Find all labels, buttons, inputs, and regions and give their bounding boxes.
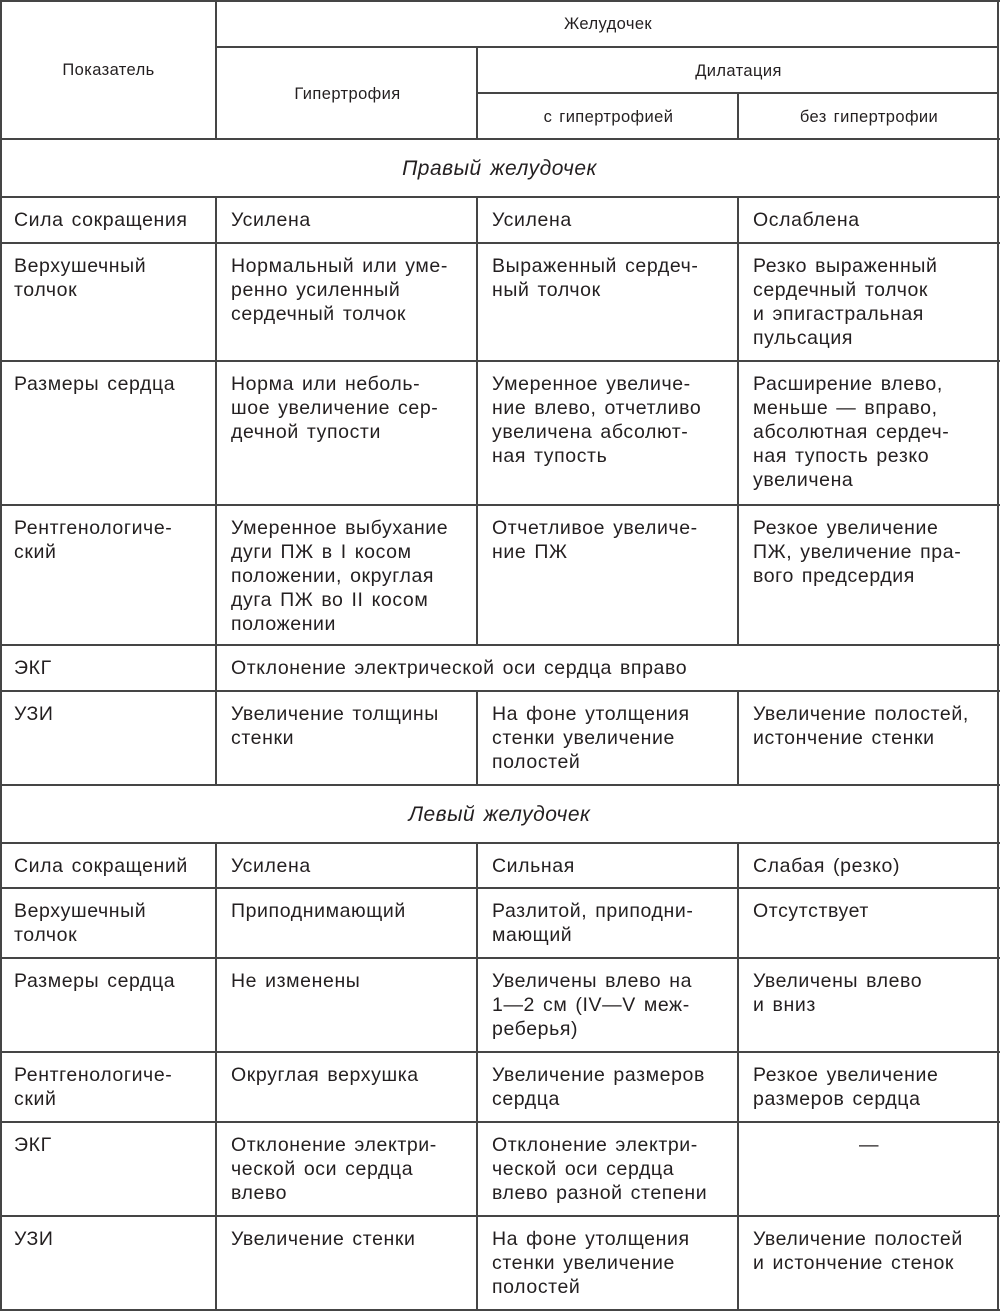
row-indicator: ЭКГ: [14, 657, 52, 679]
column-divider: [737, 690, 739, 786]
row-divider: [0, 1121, 1000, 1123]
column-divider: [476, 690, 478, 786]
row-divider: [0, 504, 1000, 506]
row-indicator: Размеры сердца: [14, 970, 176, 992]
cell-hypertrophy: Усилена: [231, 855, 311, 877]
row-divider: [0, 690, 1000, 692]
cell-dilatation-without-hypertrophy: Ослаблена: [753, 209, 860, 231]
cell-dilatation-without-hypertrophy: Слабая (резко): [753, 855, 901, 877]
row-indicator: Верхушечный толчок: [14, 255, 147, 301]
cell-merged-ecg: Отклонение электрической оси сердца вправо: [231, 657, 688, 679]
table-border-top: [0, 0, 1000, 2]
cell-hypertrophy: Увеличение стенки: [231, 1228, 416, 1250]
row-divider: [0, 887, 1000, 889]
column-divider: [737, 842, 739, 1311]
header-ventricle: Желудочек: [563, 15, 653, 33]
row-indicator: УЗИ: [14, 703, 54, 725]
cell-dilatation-without-hypertrophy: Резкое увеличение ПЖ, увеличение пра- вого предсердия: [753, 517, 962, 587]
row-divider: [0, 196, 1000, 198]
row-divider: [0, 644, 1000, 646]
row-divider: [0, 784, 1000, 786]
header-without-hypertrophy: без гипертрофии: [799, 108, 939, 126]
row-indicator: ЭКГ: [14, 1134, 52, 1156]
row-indicator: Рентгенологиче- ский: [14, 1064, 173, 1110]
column-divider: [737, 196, 739, 646]
row-divider: [0, 957, 1000, 959]
header-hypertrophy: Гипертрофия: [294, 85, 401, 103]
column-divider: [476, 196, 478, 646]
cell-hypertrophy: Усилена: [231, 209, 311, 231]
cell-dilatation-without-hypertrophy: Увеличение полостей и истончение стенок: [753, 1228, 963, 1274]
cell-hypertrophy: Не изменены: [231, 970, 361, 992]
cell-hypertrophy: Приподнимающий: [231, 900, 406, 922]
cell-dilatation-without-hypertrophy: Отсутствует: [753, 900, 869, 922]
cell-dilatation-without-hypertrophy: Увеличены влево и вниз: [753, 970, 923, 1016]
header-dilatation: Дилатация: [695, 62, 782, 80]
row-indicator: УЗИ: [14, 1228, 54, 1250]
cell-hypertrophy: Нормальный или уме- ренно усиленный сердечный толчок: [231, 255, 448, 325]
cell-dilatation-without-hypertrophy: —: [858, 1134, 880, 1156]
cell-dilatation-with-hypertrophy: Разлитой, приподни- мающий: [492, 900, 694, 946]
section-title-right-ventricle: Правый желудочек: [402, 157, 597, 180]
cell-dilatation-with-hypertrophy: На фоне утолщения стенки увеличение полостей: [492, 703, 690, 773]
row-divider: [0, 1051, 1000, 1053]
section-title-left-ventricle: Левый желудочек: [408, 803, 591, 826]
cell-dilatation-with-hypertrophy: Увеличение размеров сердца: [492, 1064, 705, 1110]
column-divider: [215, 0, 217, 140]
column-divider: [215, 842, 217, 1311]
cell-hypertrophy: Умеренное выбухание дуги ПЖ в I косом положении, округлая дуга ПЖ во II косом положении: [231, 517, 449, 635]
cell-dilatation-with-hypertrophy: Усилена: [492, 209, 572, 231]
cell-hypertrophy: Норма или неболь- шое увеличение сер- дечной тупости: [231, 373, 439, 443]
cell-dilatation-with-hypertrophy: Отклонение электри- ческой оси сердца влево разной степени: [492, 1134, 708, 1204]
cell-hypertrophy: Отклонение электри- ческой оси сердца влево: [231, 1134, 437, 1204]
row-indicator: Верхушечный толчок: [14, 900, 147, 946]
row-divider: [0, 242, 1000, 244]
cell-dilatation-with-hypertrophy: Увеличены влево на 1—2 см (IV—V меж- реберья): [492, 970, 693, 1040]
cell-dilatation-with-hypertrophy: Выраженный сердеч- ный толчок: [492, 255, 699, 301]
column-divider: [737, 92, 739, 140]
row-indicator: Сила сокращения: [14, 209, 188, 231]
row-divider: [0, 842, 1000, 844]
cell-hypertrophy: Увеличение толщины стенки: [231, 703, 439, 749]
row-indicator: Сила сокращений: [14, 855, 188, 877]
header-bottom-line: [0, 138, 1000, 140]
header-with-hypertrophy: с гипертрофией: [543, 108, 674, 126]
cell-dilatation-with-hypertrophy: Отчетливое увеличе- ние ПЖ: [492, 517, 698, 563]
cell-dilatation-with-hypertrophy: На фоне утолщения стенки увеличение полостей: [492, 1228, 690, 1298]
header-indicator: Показатель: [62, 61, 155, 79]
column-divider: [476, 842, 478, 1311]
row-indicator: Рентгенологиче- ский: [14, 517, 173, 563]
row-indicator: Размеры сердца: [14, 373, 176, 395]
column-divider: [476, 46, 478, 140]
column-divider: [215, 196, 217, 786]
row-divider: [0, 1215, 1000, 1217]
cell-dilatation-without-hypertrophy: Резкое увеличение размеров сердца: [753, 1064, 939, 1110]
cell-hypertrophy: Округлая верхушка: [231, 1064, 419, 1086]
cell-dilatation-without-hypertrophy: Резко выраженный сердечный толчок и эпигастральная пульсация: [753, 255, 938, 349]
cell-dilatation-with-hypertrophy: Сильная: [492, 855, 575, 877]
cell-dilatation-without-hypertrophy: Увеличение полостей, истончение стенки: [753, 703, 969, 749]
row-divider: [0, 360, 1000, 362]
cell-dilatation-without-hypertrophy: Расширение влево, меньше — вправо, абсолютная сердеч- ная тупость резко увеличена: [753, 373, 950, 491]
cell-dilatation-with-hypertrophy: Умеренное увеличе- ние влево, отчетливо увеличена абсолют- ная тупость: [492, 373, 702, 467]
header-divider: [216, 46, 999, 48]
